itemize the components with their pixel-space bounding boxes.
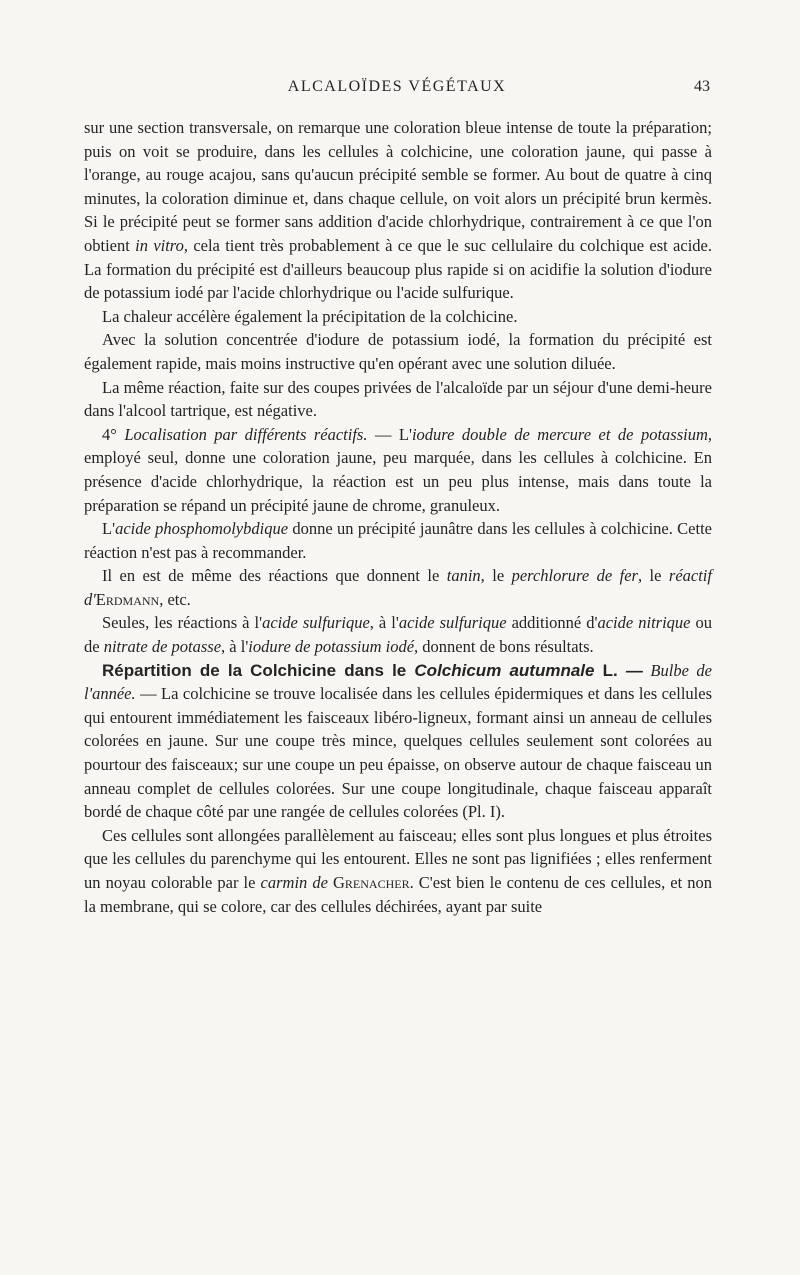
text-run: , le [637,566,669,586]
paragraph-5 [84,423,712,517]
text-run: . C'est bien le contenu de ces cellules, et non la membrane, qui se colore, car des cellules déchirées, ayant par suite [84,873,712,916]
italic-term: Localisation par différents réactifs. [124,424,368,444]
text-run: , le [480,566,512,586]
italic-term: iodure double de mercure et de potassium [411,424,708,444]
paragraph-7 [84,564,712,611]
running-header [84,78,710,104]
text-run: donne un précipité jaunâtre dans les cellules à colchicine. Cette réaction n'est pas à recommander. [84,519,712,562]
heading-text: Répartition de la Colchicine dans le [102,660,415,680]
paragraph-1 [84,116,712,305]
text-run: , donnent de bons résultats. [414,637,594,657]
paragraph-4: La même réaction, faite sur des coupes privées de l'alcaloïde par un séjour d'une demi-heure dans l'alcool tartrique, est négative. [84,377,712,421]
body-text [84,116,712,918]
paragraph-10 [84,824,712,918]
page-number: 43 [694,78,710,95]
text-run: additionné d' [506,613,598,633]
text-run: Ces cellules sont allongées parallèlement au faisceau; elles sont plus longues et plus étroites que les cellules du parenchyme qui les entourent. Elles ne sont pas lignifiées ; elles renferment un noyau colorable par le [84,825,712,892]
text-run: , employé seul, donne une coloration jaune, peu marquée, dans les cellules à colchicine. En présence d'acide chlorhydrique, la réaction est un peu plus intense, mais dans toute la préparation se répand un précipité jaune de chrome, granuleux. [84,424,712,515]
text-run: , à l' [369,613,399,633]
italic-term: acide sulfurique [398,613,507,633]
text-run: — L' [367,424,412,444]
italic-term: in vitro [135,235,184,255]
italic-term: acide nitrique [597,613,691,633]
italic-term: carmin de [260,873,333,892]
running-title: ALCALOÏDES VÉGÉTAUX [287,78,507,95]
section-heading [102,661,643,680]
text-run: — La colchicine se trouve localisée dans les cellules épidermiques et dans les cellules qui entourent immédiatement les faisceaux libéro-ligneux, formant ainsi un anneau de cellules colorées en jaune. Sur une coupe très mince, quelques cellules seulement sont colorées au pourtour des faisceaux; sur une coupe un peu épaisse, on observe autour de chaque faisceau un anneau complet de cellules colorées. Sur une coupe longitudinale, chaque faisceau apparaît bordé de chaque côté par une rangée de cellules colorées (Pl. I). [84,684,712,822]
text-run: , etc. [159,589,191,609]
italic-term: acide phosphomolybdique [115,519,289,539]
text-run: , cela tient très probablement à ce que le suc cellulaire du colchique est acide. La formation du précipité est d'ailleurs beaucoup plus rapide si on acidifie la solution d'iodure de potassium iodé par l'acide chlorhydrique ou l'acide sulfurique. [84,235,712,303]
section-number: 4° [102,424,117,444]
italic-term: tanin [446,566,481,586]
paragraph-2: La chaleur accélère également la précipitation de la colchicine. [102,306,518,326]
paragraph-3: Avec la solution concentrée d'iodure de potassium iodé, la formation du précipité est également rapide, mais moins instructive qu'en opérant avec une solution diluée. [84,330,712,373]
text-run: , à l' [221,637,249,657]
text-run: ou de [84,613,713,657]
heading-text: L. — [594,660,643,680]
italic-term: réactif d' [84,566,712,609]
text-run: Il en est de même des réactions que donnent le [102,566,447,586]
italic-term: Bulbe de l'année. [84,660,713,704]
text-run: sur une section transversale, on remarque une coloration bleue intense de toute la préparation; puis on voit se produire, dans les cellules à colchicine, une coloration jaune, qui passe à l'orange, au rouge acajou, sans qu'aucun précipité semble se former. Au bout de quatre à cinq minutes, la coloration diminue et, dans chaque cellule, on voit alors un précipité brun kermès. Si le précipité peut se former sans addition d'acide chlorhydrique, contrairement à ce que l'on obtient [84,118,712,255]
text-run: Seules, les réactions à l' [102,613,263,633]
italic-term: acide sulfurique [262,613,370,633]
small-caps-name: Erdmann [95,589,160,609]
italic-term: iodure de potassium iodé [248,637,415,657]
section-paragraph [84,659,712,824]
small-caps-name: Grenacher [332,873,410,892]
paragraph-6 [84,517,712,564]
text-run: L' [102,519,116,539]
heading-italic: Colchicum autumnale [414,660,595,680]
italic-term: nitrate de potasse [103,637,222,657]
italic-term: perchlorure de fer [511,566,638,586]
paragraph-8 [84,611,712,658]
